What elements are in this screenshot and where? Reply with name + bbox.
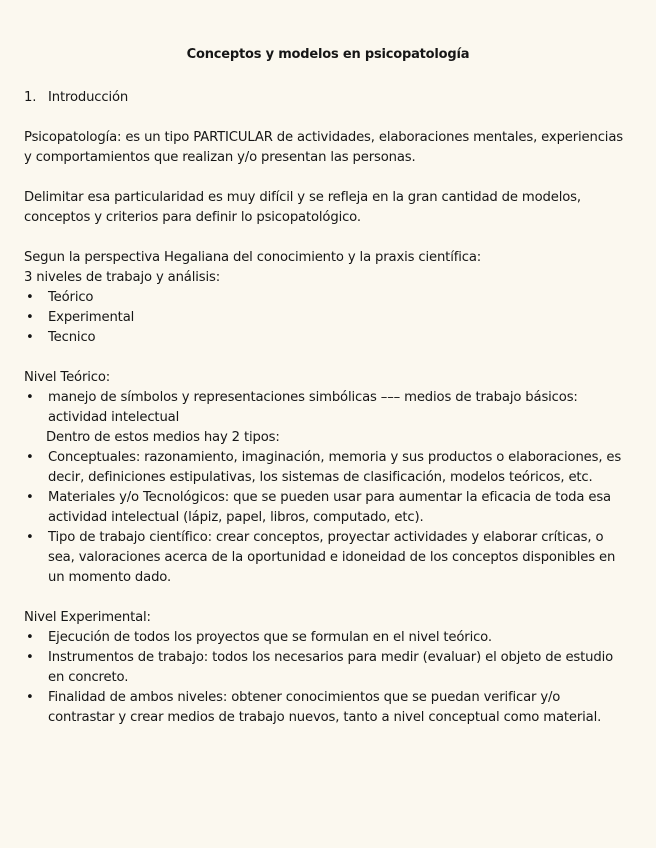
list-item: • Ejecución de todos los proyectos que se formulan en el nivel teórico.	[24, 628, 630, 648]
list-item: • Tecnico	[24, 328, 630, 348]
list-item: • Materiales y/o Tecnológicos: que se pueden usar para aumentar la eficacia de toda esa actividad intelectual (lápiz, papel, libros, computado, etc).	[24, 488, 630, 528]
section-title: Introducción	[48, 90, 129, 105]
paragraph-levels-intro: 3 niveles de trabajo y análisis:	[24, 270, 220, 285]
nivel-teorico-list-a	[24, 388, 630, 428]
nivel-teorico-subnote: Dentro de estos medios hay 2 tipos:	[46, 430, 280, 445]
nivel-experimental-list	[24, 628, 630, 728]
list-item: • Experimental	[24, 308, 630, 328]
list-item: • Conceptuales: razonamiento, imaginación, memoria y sus productos o elaboraciones, es decir, definiciones estipulativas, los sistemas de clasificación, modelos teóricos, etc.	[24, 448, 630, 488]
nivel-teorico-list-b	[24, 448, 630, 588]
paragraph-definition: Psicopatología: es un tipo PARTICULAR de actividades, elaboraciones mentales, experiencias y comportamientos que realizan y/o presentan las personas.	[24, 130, 623, 165]
document-title: Conceptos y modelos en psicopatología	[186, 47, 470, 62]
list-item: • Finalidad de ambos niveles: obtener conocimientos que se puedan verificar y/o contrastar y crear medios de trabajo nuevos, tanto a nivel conceptual como material.	[24, 688, 630, 728]
list-item: • Instrumentos de trabajo: todos los necesarios para medir (evaluar) el objeto de estudio en concreto.	[24, 648, 630, 688]
paragraph-perspective: Segun la perspectiva Hegaliana del conocimiento y la praxis científica:	[24, 250, 482, 265]
list-item: • Teórico	[24, 288, 630, 308]
nivel-teorico-heading: Nivel Teórico:	[24, 370, 111, 385]
section-heading	[24, 88, 630, 108]
paragraph-delimitation: Delimitar esa particularidad es muy difícil y se refleja en la gran cantidad de modelos, conceptos y criterios para definir lo psicopatológico.	[24, 190, 581, 225]
document-body	[24, 88, 630, 728]
list-item: • manejo de símbolos y representaciones simbólicas ––– medios de trabajo básicos: actividad intelectual	[24, 388, 630, 428]
levels-list	[24, 288, 630, 348]
nivel-experimental-heading: Nivel Experimental:	[24, 610, 151, 625]
section-number: 1.	[24, 90, 37, 105]
list-item: • Tipo de trabajo científico: crear conceptos, proyectar actividades y elaborar críticas, o sea, valoraciones acerca de la oportunidad e idoneidad de los conceptos disponibles en un momento dado.	[24, 528, 630, 588]
